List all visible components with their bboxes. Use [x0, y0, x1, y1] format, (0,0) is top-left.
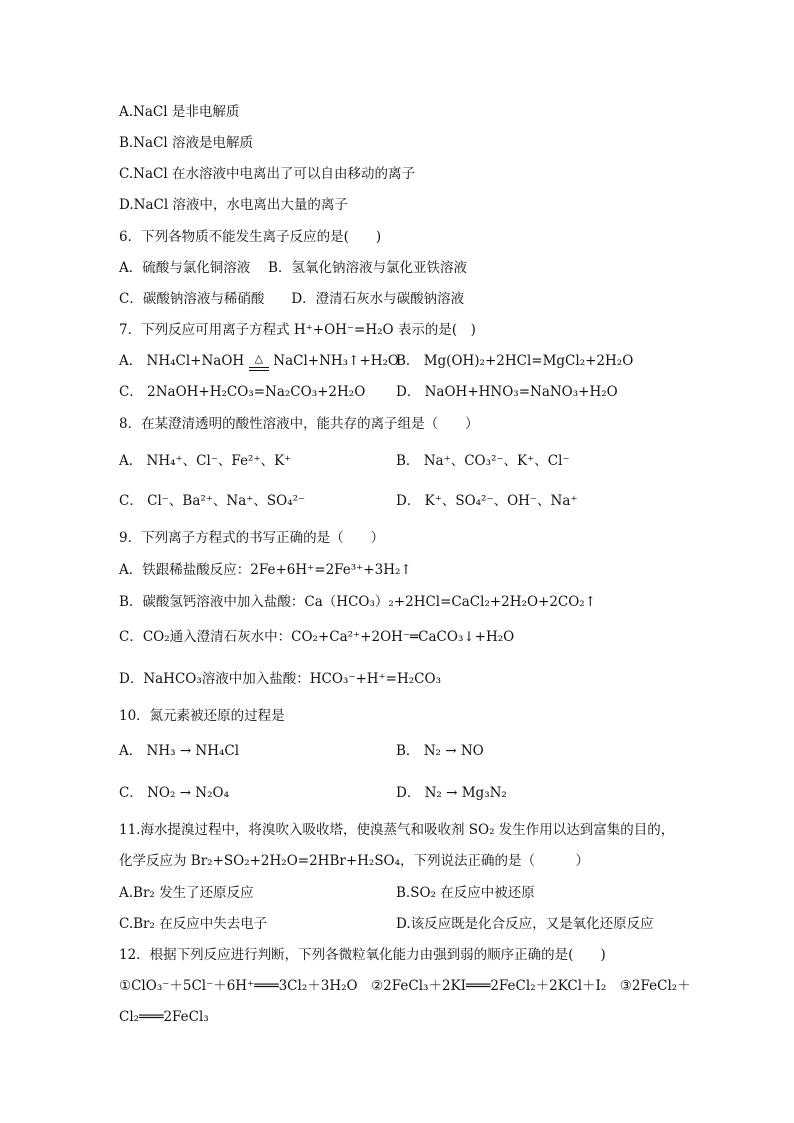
- q12-stem: 12．根据下列反应进行判断，下列各微粒氧化能力由强到弱的顺序正确的是( ): [119, 947, 606, 963]
- q7-option-c: C． 2NaOH+H₂CO₃=Na₂CO₃+2H₂O: [119, 384, 366, 400]
- q10-option-c: C． NO₂ → N₂O₄: [119, 785, 230, 801]
- q5-option-d: D.NaCl 溶液中，水电离出大量的离子: [119, 197, 348, 213]
- q9-option-c: C．CO₂通入澄清石灰水中：CO₂+Ca²⁺+2OH⁻═CaCO₃↓+H₂O: [119, 629, 515, 645]
- q11-option-d: D.该反应既是化合反应，又是氧化还原反应: [396, 916, 654, 932]
- q8-option-c: C． Cl⁻、Ba²⁺、Na⁺、SO₄²⁻: [119, 493, 306, 509]
- q11-option-a: A.Br₂ 发生了还原反应: [119, 885, 254, 901]
- q8-option-a: A． NH₄⁺、Cl⁻、Fe²⁺、K⁺: [119, 453, 292, 469]
- q7-stem: 7．下列反应可用离子方程式 H⁺+OH⁻=H₂O 表示的是( ): [119, 322, 476, 338]
- q10-stem: 10．氮元素被还原的过程是: [119, 708, 285, 724]
- q8-option-b: B． Na⁺、CO₃²⁻、K⁺、Cl⁻: [396, 453, 570, 469]
- q11-option-c: C.Br₂ 在反应中失去电子: [119, 916, 268, 932]
- heat-symbol: △: [254, 352, 263, 365]
- q5-option-c: C.NaCl 在水溶液中电离出了可以自由移动的离子: [119, 166, 415, 182]
- q9-option-b: B．碳酸氢钙溶液中加入盐酸：Ca（HCO₃）₂+2HCl=CaCl₂+2H₂O+2CO₂↑: [119, 594, 597, 610]
- q8-option-d: D． K⁺、SO₄²⁻、OH⁻、Na⁺: [396, 493, 578, 509]
- q9-option-a: A．铁跟稀盐酸反应：2Fe+6H⁺=2Fe³⁺+3H₂↑: [119, 562, 412, 578]
- q7-option-d: D． NaOH+HNO₃=NaNO₃+H₂O: [396, 384, 618, 400]
- q5-option-a: A.NaCl 是非电解质: [119, 104, 240, 120]
- q9-option-d: D．NaHCO₃溶液中加入盐酸：HCO₃⁻+H⁺=H₂CO₃: [119, 671, 441, 687]
- q7-option-a: [119, 352, 399, 371]
- q11-stem-line2: 化学反应为 Br₂+SO₂+2H₂O=2HBr+H₂SO₄，下列说法正确的是（ ）: [119, 853, 590, 869]
- q11-stem-line1: 11.海水提溴过程中，将溴吹入吸收塔，使溴蒸气和吸收剂 SO₂ 发生作用以达到富集的目的，: [119, 822, 675, 838]
- q12-reactions-line2: Cl₂═══2FeCl₃: [119, 1009, 209, 1025]
- q9-stem: 9．下列离子方程式的书写正确的是（ ）: [119, 530, 385, 546]
- q6-stem: 6．下列各物质不能发生离子反应的是( ): [119, 229, 382, 245]
- heat-arrow: [251, 352, 267, 371]
- q10-option-d: D． N₂ → Mg₃N₂: [396, 785, 507, 801]
- q10-option-a: A． NH₃ → NH₄Cl: [119, 743, 240, 759]
- q6-options-ab: A．硫酸与氯化铜溶液 B．氢氧化钠溶液与氯化亚铁溶液: [119, 260, 467, 276]
- q8-stem: 8．在某澄清透明的酸性溶液中，能共存的离子组是（ ）: [119, 416, 479, 432]
- q7-option-a-suffix: NaCl+NH₃↑+H₂O: [273, 353, 399, 369]
- q10-option-b: B． N₂ → NO: [396, 743, 484, 759]
- q5-option-b: B.NaCl 溶液是电解质: [119, 135, 254, 151]
- q6-options-cd: C．碳酸钠溶液与稀硝酸 D．澄清石灰水与碳酸钠溶液: [119, 291, 465, 307]
- q7-option-b: B． Mg(OH)₂+2HCl=MgCl₂+2H₂O: [396, 353, 634, 369]
- q7-option-a-prefix: A． NH₄Cl+NaOH: [119, 353, 245, 369]
- q12-reactions-line1: ①ClO₃⁻＋5Cl⁻＋6H⁺═══3Cl₂＋3H₂O ②2FeCl₃＋2KI═══2FeCl₂＋2KCl＋I₂ ③2FeCl₂＋: [119, 978, 691, 994]
- q11-option-b: B.SO₂ 在反应中被还原: [396, 885, 535, 901]
